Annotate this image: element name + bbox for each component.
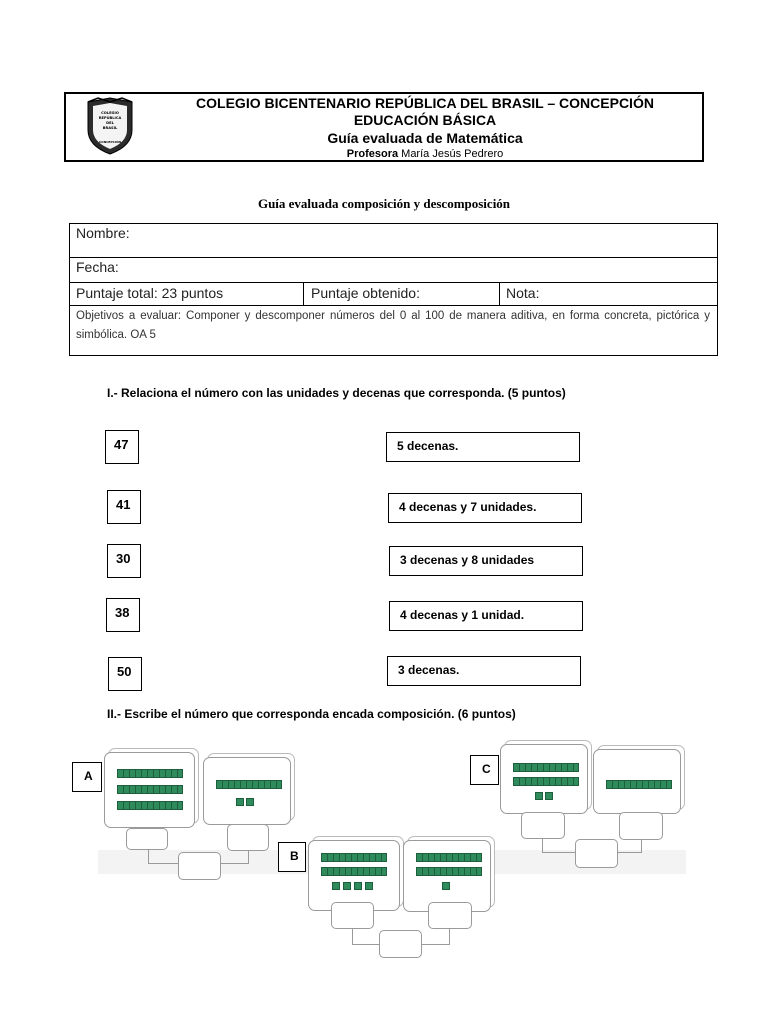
blocks-card: [104, 752, 195, 828]
option-box[interactable]: 5 decenas.: [386, 432, 580, 462]
teacher-line: [150, 148, 700, 160]
blocks-card: [593, 749, 681, 814]
section-1-title: I.- Relaciona el número con las unidades y decenas que corresponda. (5 puntos): [107, 386, 566, 400]
unit-cube: [332, 882, 340, 890]
ten-rod: [513, 763, 579, 772]
teacher-name: María Jesús Pedrero: [401, 148, 504, 160]
crest-line-1: COLEGIO: [101, 111, 119, 115]
unit-cube: [535, 792, 543, 800]
subject-title: Guía evaluada de Matemática: [327, 130, 523, 146]
ten-rod: [416, 853, 482, 862]
grade-field[interactable]: Nota:: [506, 285, 540, 301]
objectives-text: Objetivos a evaluar: Componer y descomponer números del 0 al 100 de manera aditiva, en forma concreta, pictórica y simbólica. OA 5: [76, 310, 710, 341]
option-box[interactable]: 3 decenas y 8 unidades: [389, 546, 583, 576]
ten-rod: [117, 801, 183, 810]
school-level: EDUCACIÓN BÁSICA: [353, 112, 497, 128]
unit-cube: [343, 882, 351, 890]
ten-rod: [117, 769, 183, 778]
section-2-title: II.- Escribe el número que corresponda encada composición. (6 puntos): [107, 707, 516, 721]
ten-rod: [416, 867, 482, 876]
school-crest-icon: [84, 96, 136, 156]
unit-cube: [365, 882, 373, 890]
number-box-41[interactable]: 41: [107, 490, 141, 524]
ten-rod: [321, 853, 387, 862]
option-box[interactable]: 4 decenas y 1 unidad.: [389, 601, 583, 631]
unit-cube: [545, 792, 553, 800]
label-b: B: [278, 842, 306, 872]
number-box-50[interactable]: 50: [108, 657, 142, 691]
name-field[interactable]: Nombre:: [76, 225, 130, 241]
ten-rod: [216, 780, 282, 789]
answer-box[interactable]: [126, 828, 168, 850]
label-c: C: [470, 755, 499, 785]
table-divider: [69, 257, 718, 258]
document-title: Guía evaluada composición y descomposición: [257, 196, 511, 211]
crest-line-3: DEL: [106, 121, 114, 125]
blocks-card: [500, 744, 588, 814]
date-field[interactable]: Fecha:: [76, 259, 119, 275]
teacher-label: Profesora: [346, 148, 399, 160]
option-box[interactable]: 4 decenas y 7 unidades.: [388, 493, 582, 523]
ten-rod: [117, 785, 183, 794]
ten-rod: [321, 867, 387, 876]
answer-box-total[interactable]: [379, 930, 422, 958]
unit-cube: [354, 882, 362, 890]
answer-box[interactable]: [227, 824, 269, 851]
school-name: COLEGIO BICENTENARIO REPÚBLICA DEL BRASIL – CONCEPCIÓN: [196, 95, 654, 111]
table-divider: [303, 282, 304, 306]
ten-rod: [606, 780, 672, 789]
option-box[interactable]: 3 decenas.: [387, 656, 581, 686]
answer-box-total[interactable]: [178, 852, 221, 880]
answer-box[interactable]: [521, 812, 565, 839]
total-score-label: Puntaje total: 23 puntos: [76, 285, 224, 301]
ten-rod: [513, 777, 579, 786]
number-box-47[interactable]: 47: [105, 430, 139, 464]
table-divider: [69, 305, 718, 306]
answer-box-total[interactable]: [575, 839, 618, 868]
number-box-30[interactable]: 30: [107, 544, 141, 578]
answer-box[interactable]: [619, 812, 663, 840]
crest-line-2: REPÚBLICA: [98, 116, 122, 120]
number-box-38[interactable]: 38: [106, 598, 140, 632]
answer-box[interactable]: [428, 902, 472, 929]
table-divider: [69, 282, 718, 283]
unit-cube: [236, 798, 244, 806]
answer-box[interactable]: [331, 902, 374, 929]
obtained-score-field[interactable]: Puntaje obtenido:: [311, 285, 420, 301]
table-divider: [499, 282, 500, 306]
blocks-card: [308, 840, 400, 911]
label-a: A: [72, 762, 102, 792]
unit-cube: [246, 798, 254, 806]
crest-line-4: BRASIL: [102, 126, 118, 130]
blocks-card: [203, 757, 291, 825]
crest-line-5: CONCEPCIÓN: [98, 140, 122, 144]
unit-cube: [442, 882, 450, 890]
